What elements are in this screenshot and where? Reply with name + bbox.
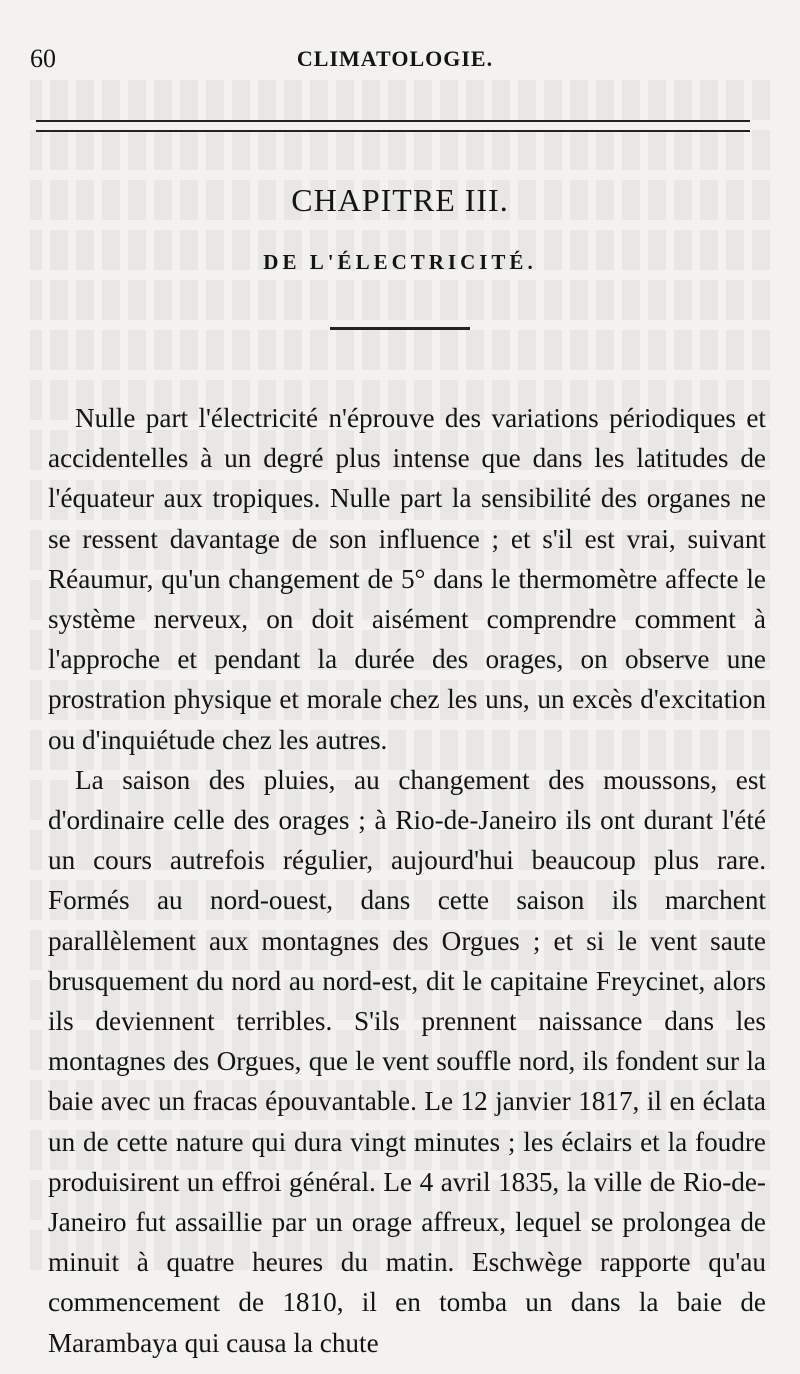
paragraph: La saison des pluies, au changement des moussons, est d'ordinaire celle des orages ; à Rio-de-Janeiro ils ont durant l'été un cours autrefois régulier, aujourd'hui beaucoup plus rare. Formés au nord-ouest, dans cette saison ils marchent parallèlement aux montagnes des Orgues ; et si le vent saute brusquement du nord au nord-est, dit le capitaine Freycinet, alors ils deviennent terribles. S'ils prennent naissance dans les montagnes des Orgues, que le vent souffle nord, ils fondent sur la baie avec un fracas épouvantable. Le 12 janvier 1817, il en éclata un de cette nature qui dura vingt minutes ; les éclairs et la foudre produisirent un effroi général. Le 4 avril 1835, la ville de Rio-de-Janeiro fut assaillie par un orage affreux, lequel se prolongea de minuit à quatre heures du matin. Eschwège rapporte qu'au commencement de 1810, il en tomba un dans la baie de Marambaya qui causa la chute [48,764,766,1358]
paragraph: Nulle part l'électricité n'éprouve des variations périodiques et accidentelles à un degré plus intense que dans les latitudes de l'équateur aux tropiques. Nulle part la sensibilité des organes ne se ressent davantage de son influence ; et s'il est vrai, suivant Réaumur, qu'un changement de 5° dans le thermomètre affecte le système nerveux, on doit aisément comprendre comment à l'approche et pendant la durée des orages, on observe une prostration physique et morale chez les uns, un excès d'excitation ou d'inquiétude chez les autres. [48,403,766,755]
header-double-rule [36,120,750,132]
section-title: DE L'ÉLECTRICITÉ. [263,250,537,274]
chapter-title: CHAPITRE III. [291,182,509,218]
page-header [30,38,760,78]
body-text [48,398,766,1363]
section-rule [330,327,470,330]
running-head: CLIMATOLOGIE. [296,46,494,71]
page-number: 60 [30,44,56,73]
